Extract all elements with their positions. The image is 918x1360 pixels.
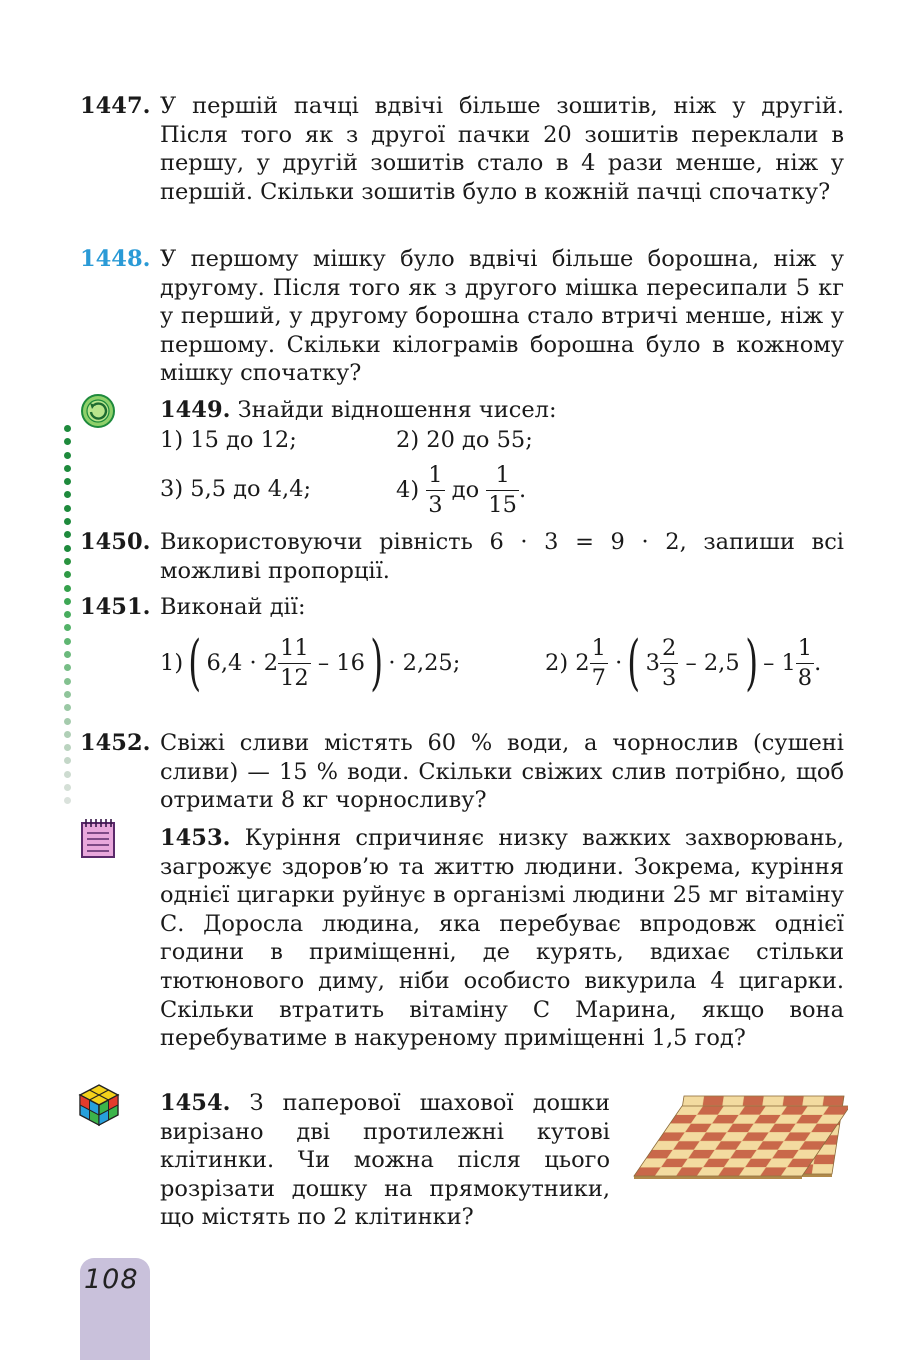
fraction: $\frac{1}{8}$ (797, 635, 813, 691)
item-label: 3) (160, 476, 184, 502)
problem-number-1453: 1453. (160, 825, 231, 851)
page-number: 108 (84, 1264, 139, 1295)
board-cell (803, 1096, 825, 1106)
problem-number-1450: 1450. (80, 529, 151, 555)
problem-number-1454: 1454. (160, 1090, 231, 1116)
problem-text-1454: З паперової шахової дошки вирізано дві протилежні кутові клітинки. Чи можна після цього розрізати дошку на прямокутники, що містять по 2 клітинки? (160, 1090, 610, 1231)
board-cell (823, 1096, 845, 1106)
problem-number-1452: 1452. (80, 730, 151, 756)
repeat-circle-icon (80, 393, 116, 429)
item-label: 1) (160, 427, 184, 453)
item-text: до (451, 476, 480, 503)
problem-number-1448: 1448. (80, 246, 151, 272)
expr-part: · 2,25; (388, 649, 461, 676)
expression-1451-1: 1) ( 6,4 · 2 $\frac{11}{12}$ – 16 ) · 2,25; (160, 628, 461, 698)
expr-part: 6,4 · 2 (206, 649, 279, 676)
item-text: 20 до 55; (426, 427, 533, 453)
rubik-cube-icon (78, 1083, 120, 1127)
item-text: 5,5 до 4,4; (190, 476, 312, 502)
item-1449-1 (160, 426, 297, 455)
expr-part: – 16 (317, 649, 365, 676)
board-cell (814, 1155, 836, 1165)
problem-text-1452: Свіжі сливи містять 60 % води, а чорнослив (сушені сливи) — 15 % води. Скільки свіжих слив потрібно, щоб отримати 8 кг чорносливу? (160, 730, 844, 814)
problem-text-1448: У першому мішку було вдвічі більше борошна, ніж у другому. Після того як з другого мішка пересипали 5 кг у перший, у другому борошна стало втричі менше, ніж у першому. Скільки кілограмів борошна було в кожному мішку спочатку? (160, 246, 844, 387)
chessboard-illustration (632, 1092, 848, 1192)
board-cell (812, 1164, 834, 1174)
board-cell (743, 1096, 765, 1106)
item-label: 1) (160, 649, 184, 676)
board-cell (763, 1096, 785, 1106)
dotted-margin-line (64, 425, 74, 811)
item-label: 4) (396, 476, 420, 503)
fraction: $\frac{1}{7}$ (591, 635, 606, 691)
item-text: 15 до 12; (190, 427, 297, 453)
item-1449-4: 4) $\frac{1}{3}$ до $\frac{1}{15}$ . (396, 462, 527, 518)
item-label: 2) (396, 427, 420, 453)
fraction: $\frac{11}{12}$ (280, 635, 309, 691)
item-label: 2) (545, 649, 569, 676)
problem-1453 (160, 824, 844, 1053)
problem-text-1451: Виконай дії: (160, 594, 306, 620)
problem-1449-heading (160, 396, 557, 425)
item-1449-3 (160, 475, 311, 504)
fraction: $\frac{1}{15}$ (488, 462, 517, 518)
problem-text-1450: Використовуючи рівність 6 · 3 = 9 · 2, запиши всі можливі пропорції. (160, 529, 844, 584)
board-cell (683, 1096, 705, 1106)
board-cell (783, 1096, 805, 1106)
problem-number-1447: 1447. (80, 93, 151, 119)
problem-text-1453: Куріння спричиняє низку важких захворювань, загрожує здоров’ю та життю людини. Зокрема, куріння однієї цигарки руйнує в організмі людини 25 мг вітаміну С. Доросла людина, яка перебуває впродовж однієї години в приміщенні, де курять, вдихає стільки тютюнового диму, ніби особисто викурила 4 цигарки. Скільки втратить вітаміну С Марина, якщо вона перебуватиме в накуреному приміщенні 1,5 год? (160, 825, 844, 1052)
problem-number-1451: 1451. (80, 594, 151, 620)
expression-1451-2: 2) 2 $\frac{1}{7}$ · ( 3 $\frac{2}{3}$ – 2,5 ) – 1 $\frac{1}{8}$ . (545, 628, 822, 698)
board-cell (723, 1096, 745, 1106)
problem-number-1449: 1449. (160, 397, 231, 423)
problem-text-1449: Знайди відношення чисел: (237, 397, 557, 423)
fraction: $\frac{1}{3}$ (428, 462, 443, 518)
problem-text-1447: У першій пачці вдвічі більше зошитів, ніж у другій. Після того як з другої пачки 20 зошитів переклали в першу, у другій зошитів стало в 4 рази менше, ніж у першій. Скільки зошитів було в кожній пачці спочатку? (160, 93, 844, 205)
notebook-icon (80, 817, 116, 859)
problem-1454 (160, 1089, 610, 1232)
fraction: $\frac{2}{3}$ (661, 635, 677, 691)
board-cell (703, 1096, 725, 1106)
item-1449-2 (396, 426, 533, 455)
